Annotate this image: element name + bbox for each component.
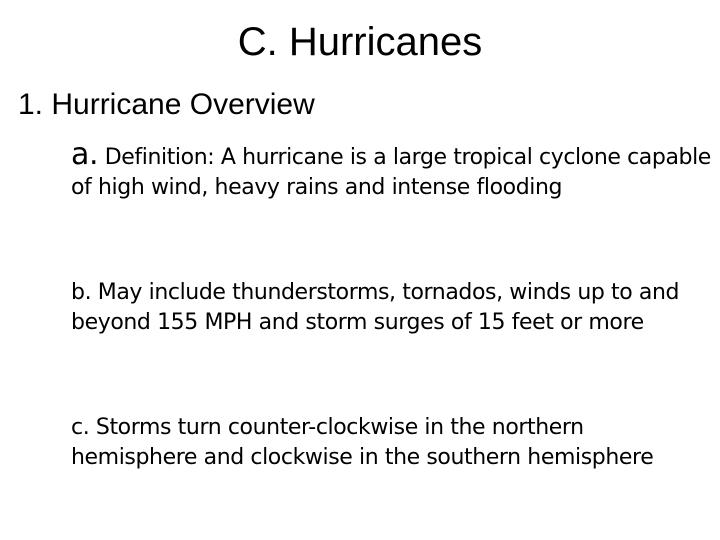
- bullet-text-c: Storms turn counter-clockwise in the northern hemisphere and clockwise in the southern hemisphere: [71, 415, 654, 470]
- bullet-point-b: [71, 278, 716, 338]
- bullet-marker-b: b.: [71, 280, 92, 305]
- bullet-point-c: [71, 413, 716, 473]
- slide-title: C. Hurricanes: [237, 20, 483, 64]
- bullet-marker-a: a.: [71, 137, 99, 172]
- bullet-text-b: May include thunderstorms, tornados, winds up to and beyond 155 MPH and storm surges of 15 feet or more: [71, 280, 680, 335]
- bullet-text-a: Definition: A hurricane is a large tropical cyclone capable of high wind, heavy rains and intense flooding: [71, 145, 711, 200]
- bullet-marker-c: c.: [71, 415, 90, 440]
- section-heading: 1. Hurricane Overview: [18, 88, 315, 121]
- bullet-point-a: [71, 137, 716, 203]
